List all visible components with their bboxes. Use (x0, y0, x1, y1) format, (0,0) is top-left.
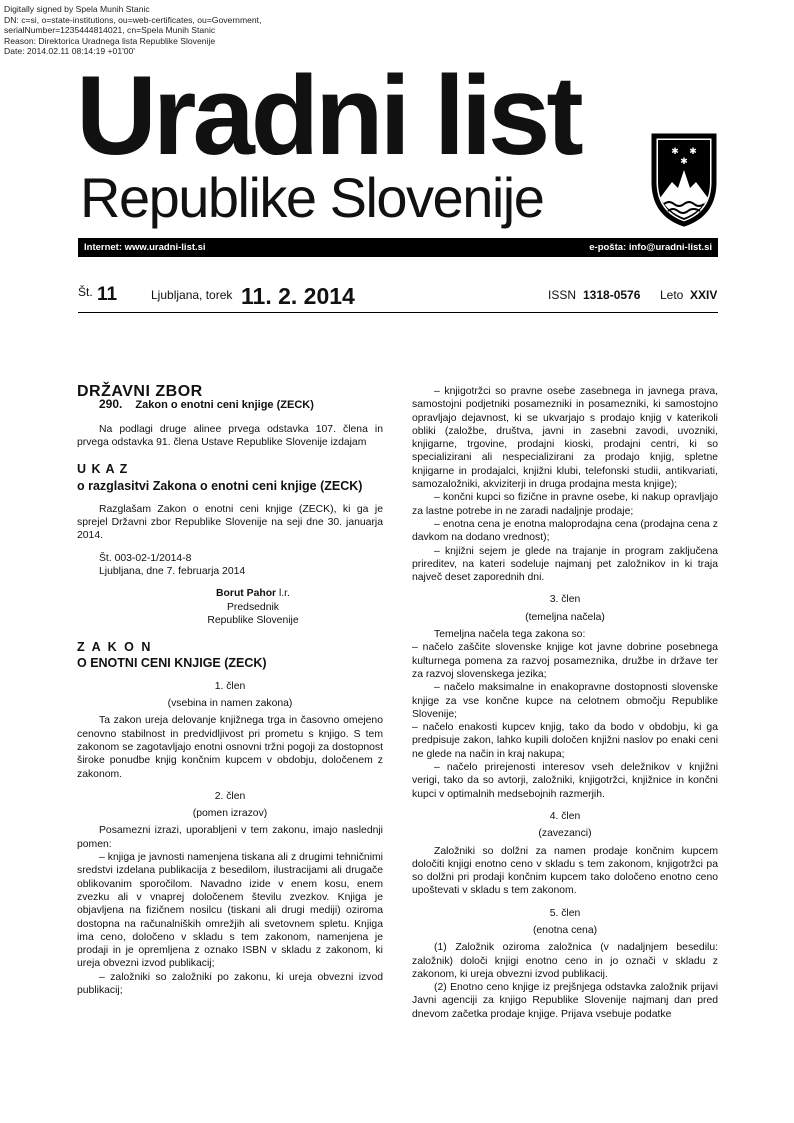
signature-line: Digitally signed by Spela Munih Stanic (4, 4, 150, 14)
article-1-title: (vsebina in namen zakona) (167, 698, 293, 710)
issn-value: 1318-0576 (583, 288, 641, 302)
article-5-paragraph-2: (2) Enotno ceno knjige iz prejšnjega odstavka založnik prijavi Javni agenciji za knjigo Republike Slovenije najmanj dan pred dnevom začetka prodaje knjige. Prijava vsebuje podatke (412, 982, 718, 1020)
signer-role: Predsednik (227, 601, 279, 613)
article-4-text: Založniki so dolžni za namen prodaje končnim kupcem določiti knjigi enotno ceno v skladu s tem zakonom, knjigotržci pa so dolžni pri prodaji končnim kupcem tako določeno enotno ceno upoštevati v skladu s tem zakonom. (412, 845, 718, 897)
article-4-number: 4. člen (549, 810, 581, 822)
signer-block (77, 587, 383, 600)
zakon-heading: Z A K O N (77, 640, 153, 655)
issn-label: ISSN (548, 288, 577, 302)
article-2-number: 2. člen (214, 790, 246, 802)
svg-text:✱: ✱ (689, 146, 697, 156)
article-2-item: – končni kupci so fizične in pravne osebe, ki nakup opravljajo za lastne potrebe in ne zaradi nadaljnje prodaje; (412, 492, 718, 517)
left-column (77, 385, 383, 997)
signer-role-country: Republike Slovenije (207, 614, 299, 626)
article-2-title: (pomen izrazov) (192, 808, 268, 820)
article-1-text: Ta zakon ureja delovanje knjižnega trga in časovno omejeno cenovno stabilnost in predvidljivost pri prometu s knjigo. S tem zakonom se zagotavljajo enotni osnovni tržni pogoji za dostopnost široke ponudbe knjig končnim kupcem v obdobju, določenem z zakonom. (77, 715, 383, 780)
digital-signature-block (4, 4, 261, 57)
article-5-title: (enotna cena) (532, 924, 598, 936)
svg-text:✱: ✱ (680, 156, 688, 166)
article-5-number: 5. člen (549, 907, 581, 919)
masthead-title: Uradni list (76, 53, 580, 178)
article-3-item: – načelo enakosti kupcev knjig, tako da bodo v obdobju, ki ga predpisuje zakon, lahko kupili določen knjižni naslov po enaki ceni ne glede na način in kraj nakupa; (412, 722, 718, 760)
article-2-item: – enotna cena je enotna maloprodajna cena (prodajna cena z davkom na dodano vrednost); (412, 518, 718, 544)
article-4-title: (zavezanci) (538, 828, 592, 840)
reference-number: Št. 003-02-1/2014-8 (99, 552, 192, 564)
leto-value: XXIV (690, 288, 718, 302)
article-2-item: – knjiga je javnosti namenjena tiskana ali z drugimi tehničnimi sredstvi izdelana publikacija z besedilom, ilustracijami ali drugače oblikovanim sporočilom. Navadno izide v enem kosu, enem zvezku ali v vnaprej določenem številu zvezkov. Knjiga je objavljena na fizičnem nosilcu (tiskani ali drugi mediji) oziroma dostopna na računalniških omrežjih ali svetovnem spletu. Knjiga ima ceno, določeno v skladu s tem zakonom, namenjena je prodaji in je opremljena z oznako ISBN v skladu z zakonom, ki ureja obvezni izvod publikacij; (77, 852, 383, 970)
signature-line: Date: 2014.02.11 08:14:19 +01'00' (4, 46, 135, 57)
contact-bar (78, 238, 718, 257)
coat-of-arms-icon (648, 132, 720, 228)
svg-text:✱: ✱ (671, 146, 679, 156)
masthead-subtitle: Republike Slovenije (80, 166, 544, 229)
article-3-item: – načelo zaščite slovenske knjige kot javne dobrine posebnega kulturnega pomena za razvoj posameznika, družbe in države ter za razvoj slovenskega jezika; (412, 642, 718, 680)
signature-line: DN: c=si, o=state-institutions, ou=web-certificates, ou=Government, (4, 14, 262, 25)
issue-date: 11. 2. 2014 (241, 283, 355, 309)
act-number: 290. (99, 397, 123, 412)
ukaz-subheading: o razglasitvi Zakona o enotni ceni knjige (ZECK) (77, 479, 363, 494)
signer-lr: l.r. (276, 588, 290, 600)
article-3-item: – načelo maksimalne in enakopravne dostopnosti slovenske knjige za vse končne kupce na celotnem območju Republike Slovenije; (412, 682, 718, 720)
signature-line: Reason: Direktorica Uradnega lista Republike Slovenije (4, 35, 216, 46)
zakon-subheading: O ENOTNI CENI KNJIGE (ZECK) (77, 656, 267, 671)
right-column (412, 385, 718, 1021)
header-rule (78, 312, 718, 313)
signature-line: serialNumber=1235444814021, cn=Spela Munih Stanic (4, 25, 216, 36)
leto-label: Leto (660, 288, 684, 302)
website-link[interactable]: Internet: www.uradni-list.si (84, 242, 206, 253)
article-3-number: 3. člen (549, 594, 581, 606)
section-heading: DRŽAVNI ZBOR (77, 383, 203, 400)
article-3-intro: Temeljna načela tega zakona so: (434, 629, 586, 641)
intro-paragraph: Na podlagi druge alinee prvega odstavka 107. člena in prvega odstavka 91. člena Ustave Republike Slovenije izdajam (77, 423, 383, 448)
issue-number: 11 (97, 284, 118, 305)
act-title: Zakon o enotni ceni knjige (ZECK) (135, 399, 314, 412)
signer-name: Borut Pahor (216, 588, 277, 600)
act-heading (77, 398, 383, 412)
article-2-item: – založniki so založniki po zakonu, ki ureja obvezni izvod publikacij; (77, 971, 383, 996)
article-3-title: (temeljna načela) (525, 611, 605, 623)
article-2-intro: Posamezni izrazi, uporabljeni v tem zakonu, imajo naslednji pomen: (77, 825, 383, 850)
article-1-number: 1. člen (214, 680, 246, 692)
issue-place-day: Ljubljana, torek (151, 288, 233, 302)
article-2-item: – knjižni sejem je glede na trajanje in program zaključena prireditev, na kateri sodeluje najmanj pet založnikov in ki traja največ deset zaporednih dni. (412, 545, 718, 584)
reference-date: Ljubljana, dne 7. februarja 2014 (99, 565, 246, 577)
ukaz-text: Razglašam Zakon o enotni ceni knjige (ZECK), ki ga je sprejel Državni zbor Republike Slovenije na seji dne 30. januarja 2014. (77, 503, 383, 542)
article-2-item: – knjigotržci so pravne osebe zasebnega in javnega prava, samostojni podjetniki posamezniki in posamezniki, ki samostojno opravljajo dejavnost, ki se ukvarjajo s prodajo knjig v katerikoli obliki (založbe, društva, javni in zasebni zavodi, uvozniki, knjigarne, trgovine, prodajni kioski, prodajni centri, ki so specializirani ali nespecializirani za prodajo knjig, spletne knjigarne in prodajalci, knjižni klubi, telefonski studii, antikvariati, samozaložniki, akviziterji in druga prodajna mesta knjige); (412, 386, 718, 491)
issue-st-label: Št. (78, 285, 93, 299)
email-link[interactable]: e-pošta: info@uradni-list.si (589, 242, 712, 253)
article-3-item: – načelo prirejenosti interesov vseh deležnikov v knjižni verigi, tako da so avtorji, založniki, knjigotržci, knjižnice in končni kupci v optimalnih medsebojnih razmerjih. (412, 762, 718, 800)
ukaz-heading: U K A Z (77, 462, 129, 477)
issue-info (78, 282, 718, 312)
article-5-paragraph-1: (1) Založnik oziroma založnica (v nadaljnjem besedilu: založnik) določi knjigi enotno ceno in jo označi v skladu z zakonom, ki ureja obvezni izvod publikacij. (412, 942, 718, 980)
